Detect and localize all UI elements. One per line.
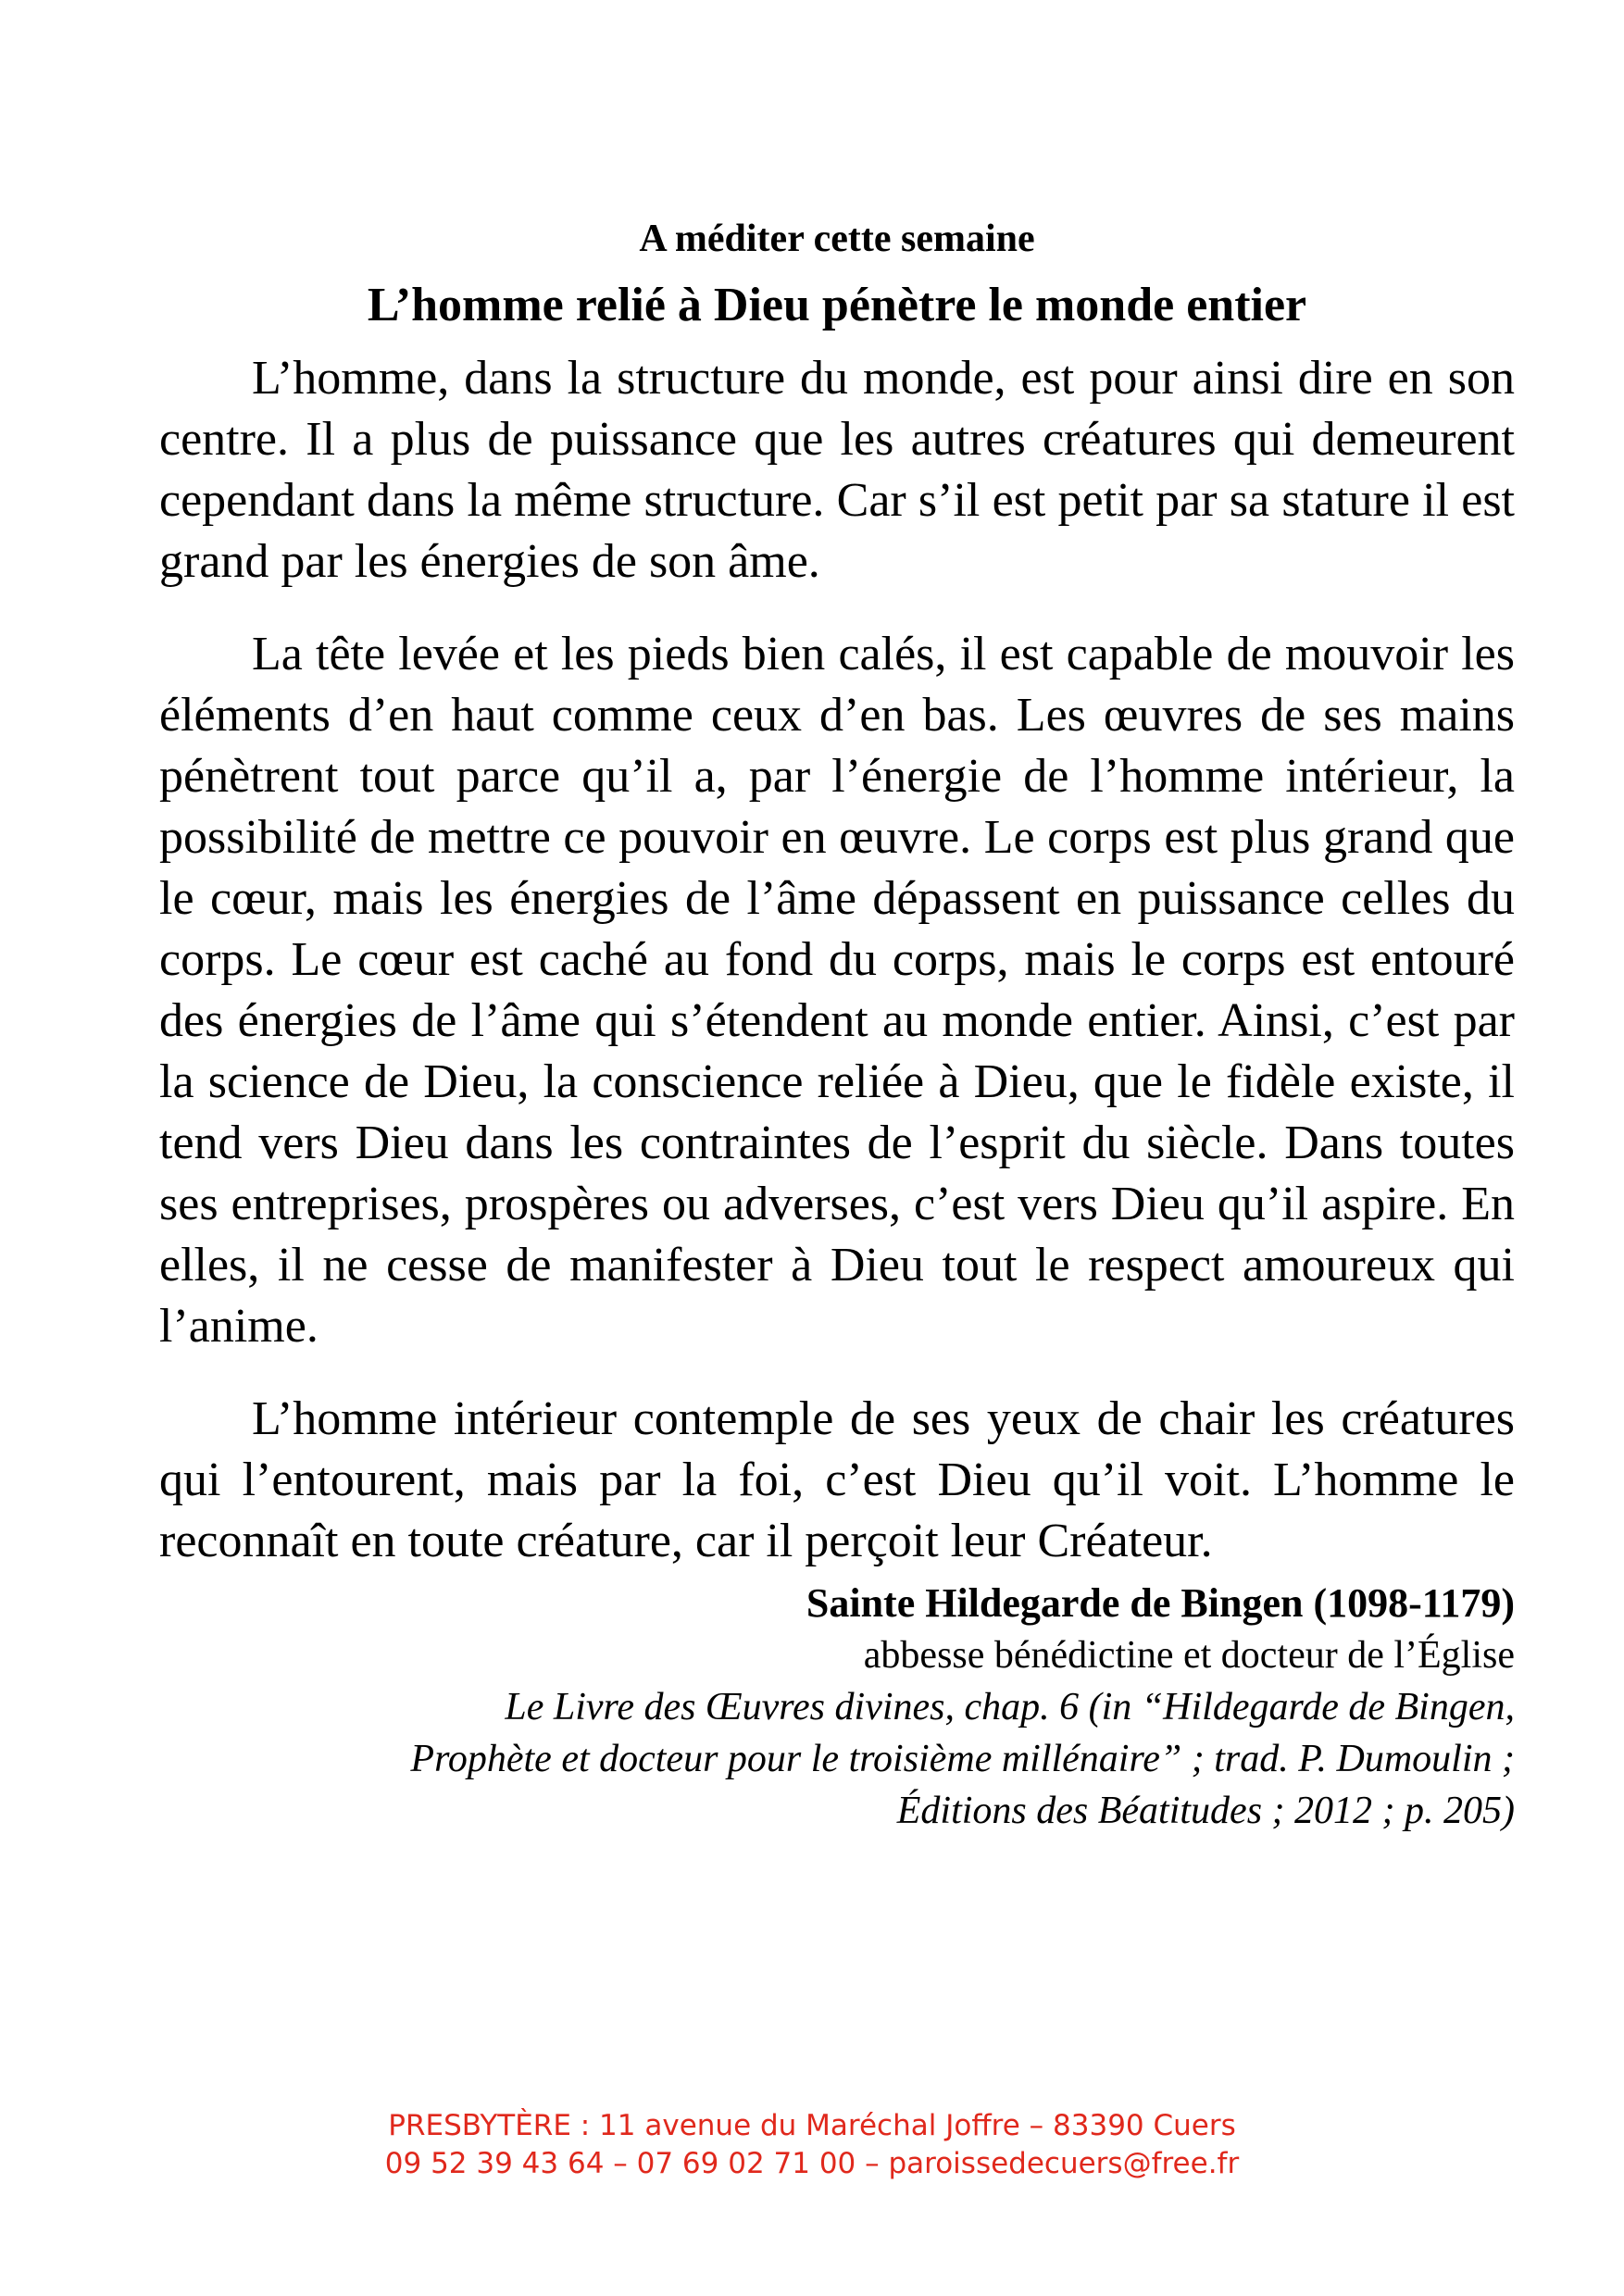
parish-footer bbox=[0, 2107, 1624, 2183]
footer-contact: 09 52 39 43 64 – 07 69 02 71 00 – paroissedecuers@free.fr bbox=[384, 2147, 1240, 2180]
paragraph-3: L’homme intérieur contemple de ses yeux de chair les créatures qui l’entourent, mais par la foi, c’est Dieu qu’il voit. L’homme le reconnaît en toute créature, car il perçoit leur Créateur. bbox=[159, 1392, 1515, 1567]
citation-line-2: Prophète et docteur pour le troisième millénaire” ; trad. P. Dumoulin ; bbox=[410, 1738, 1515, 1780]
paragraph-1: L’homme, dans la structure du monde, est pour ainsi dire en son centre. Il a plus de puissance que les autres créatures qui demeurent cependant dans la même structure. Car s’il est petit par sa stature il est grand par les énergies de son âme. bbox=[159, 352, 1515, 588]
paragraph-2: La tête levée et les pieds bien calés, il est capable de mouvoir les éléments d’en haut comme ceux d’en bas. Les œuvres de ses mains pénètrent tout parce qu’il a, par l’énergie de l’homme intérieur, la possibilité de mettre ce pouvoir en œuvre. Le corps est plus grand que le cœur, mais les énergies de l’âme dépassent en puissance celles du corps. Le cœur est caché au fond du corps, mais le corps est entouré des énergies de l’âme qui s’étendent au monde entier. Ainsi, c’est par la science de Dieu, la conscience reliée à Dieu, que le fidèle existe, il tend vers Dieu dans les contraintes de l’esprit du siècle. Dans toutes ses entreprises, prospères ou adverses, c’est vers Dieu qu’il aspire. En elles, il ne cesse de manifester à Dieu tout le respect amoureux qui l’anime. bbox=[159, 628, 1515, 1353]
meditation-article bbox=[159, 213, 1515, 1837]
attribution-block bbox=[159, 1578, 1515, 1837]
citation-line-3: Éditions des Béatitudes ; 2012 ; p. 205) bbox=[896, 1790, 1515, 1832]
author-role: abbesse bénédictine et docteur de l’Église bbox=[863, 1634, 1515, 1677]
footer-address: PRESBYTÈRE : 11 avenue du Maréchal Joffre – 83390 Cuers bbox=[388, 2109, 1236, 2142]
article-title: L’homme relié à Dieu pénètre le monde entier bbox=[367, 279, 1307, 331]
author-name: Sainte Hildegarde de Bingen (1098-1179) bbox=[806, 1580, 1515, 1626]
citation-line-1: Le Livre des Œuvres divines, chap. 6 (in “Hildegarde de Bingen, bbox=[505, 1686, 1515, 1728]
section-kicker: A méditer cette semaine bbox=[639, 218, 1035, 260]
